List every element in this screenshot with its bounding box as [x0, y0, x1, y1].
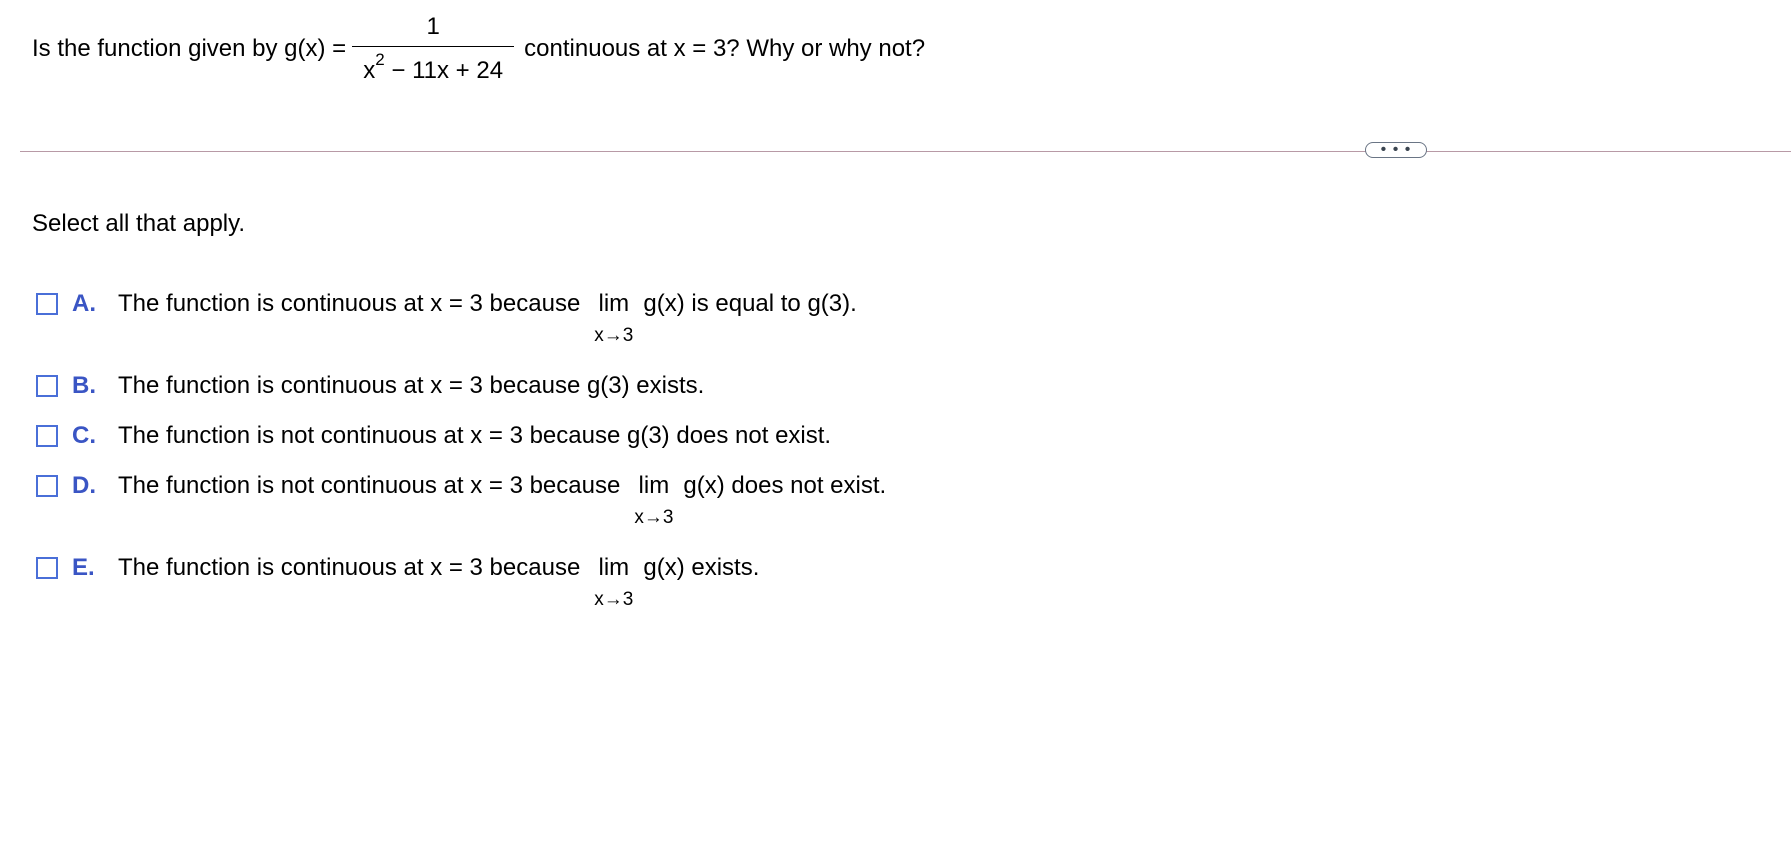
option-c-letter: C.: [72, 422, 96, 449]
option-a-lim-sub: x→3: [594, 325, 634, 346]
option-d-lim: lim: [638, 472, 670, 499]
fraction: [352, 14, 514, 84]
option-b-letter: B.: [72, 372, 96, 399]
option-a-text-before: The function is continuous at x = 3 because: [118, 290, 581, 317]
option-e-checkbox[interactable]: [36, 557, 58, 579]
option-d-checkbox[interactable]: [36, 475, 58, 497]
question-suffix: continuous at x = 3? Why or why not?: [524, 35, 926, 62]
option-a-text-after: g(x) is equal to g(3).: [643, 290, 857, 317]
option-c-text: The function is not continuous at x = 3 because g(3) does not exist.: [118, 422, 832, 449]
option-d-limit: [634, 471, 673, 529]
fraction-denominator: [363, 47, 503, 84]
question-prefix: Is the function given by g(x) =: [32, 35, 347, 62]
more-options-button[interactable]: • • •: [1365, 142, 1427, 158]
option-e-limit: [594, 553, 633, 611]
option-a[interactable]: [36, 289, 857, 347]
option-d-lim-sub: x→3: [634, 507, 674, 528]
option-b[interactable]: [36, 371, 704, 401]
option-d[interactable]: [36, 471, 886, 529]
option-a-limit: [594, 289, 633, 347]
option-e-text-before: The function is continuous at x = 3 because: [118, 554, 581, 581]
fraction-numerator: 1: [352, 14, 514, 47]
option-e[interactable]: [36, 553, 759, 611]
denominator-rest: − 11x + 24: [384, 57, 504, 84]
option-c-checkbox[interactable]: [36, 425, 58, 447]
instruction-text: Select all that apply.: [32, 210, 246, 237]
option-e-lim-sub: x→3: [594, 589, 634, 610]
option-b-checkbox[interactable]: [36, 375, 58, 397]
denominator-base: x: [363, 57, 376, 84]
option-e-letter: E.: [72, 554, 95, 581]
option-e-lim: lim: [598, 554, 630, 581]
option-d-text-after: g(x) does not exist.: [683, 472, 887, 499]
option-c[interactable]: [36, 421, 831, 451]
denominator-exponent: 2: [375, 50, 385, 69]
option-e-text-after: g(x) exists.: [643, 554, 760, 581]
option-d-letter: D.: [72, 472, 96, 499]
option-b-text: The function is continuous at x = 3 because g(3) exists.: [118, 372, 705, 399]
option-a-letter: A.: [72, 290, 96, 317]
question-text: [32, 14, 925, 84]
option-a-lim: lim: [598, 290, 630, 317]
option-d-text-before: The function is not continuous at x = 3 because: [118, 472, 621, 499]
section-divider: [20, 151, 1791, 152]
option-a-checkbox[interactable]: [36, 293, 58, 315]
